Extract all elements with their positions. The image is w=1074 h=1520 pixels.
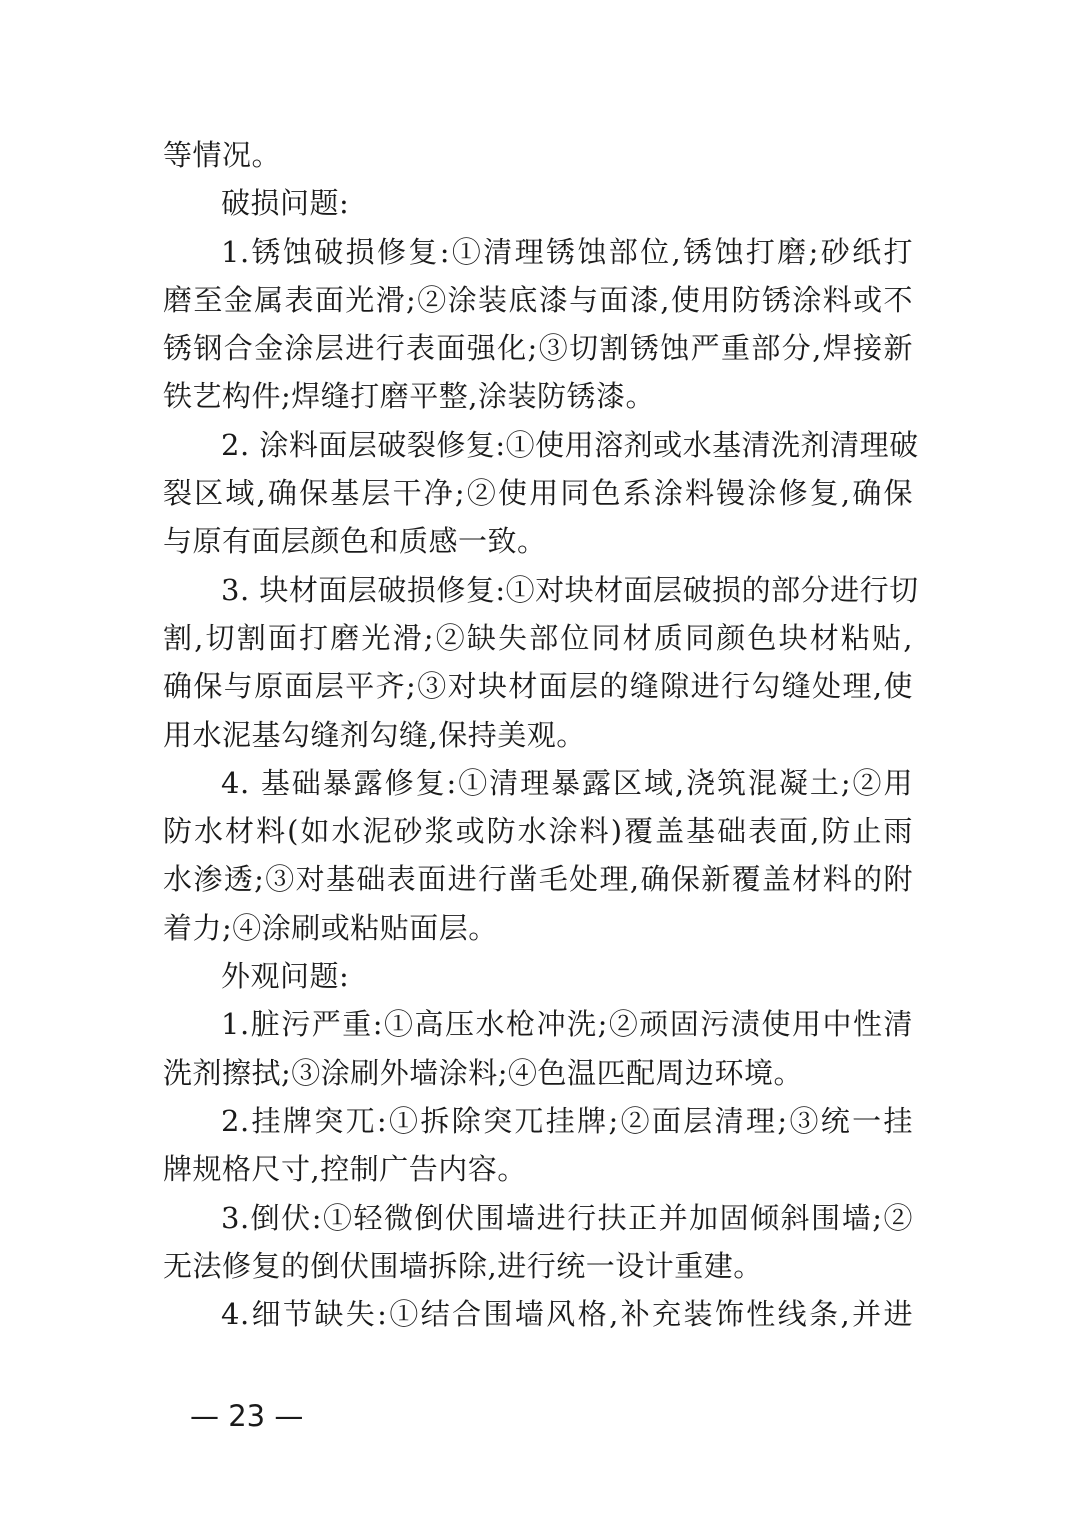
text-line: 锈钢合金涂层进行表面强化;③切割锈蚀严重部分,焊接新 <box>163 331 913 366</box>
text-line: 洗剂擦拭;③涂刷外墙涂料;④色温匹配周边环境。 <box>163 1055 804 1090</box>
text-line: 与原有面层颜色和质感一致。 <box>163 524 547 559</box>
text-line: 4.细节缺失:①结合围墙风格,补充装饰性线条,并进 <box>221 1297 913 1332</box>
text-line: 确保与原面层平齐;③对块材面层的缝隙进行勾缝处理,使 <box>163 669 913 704</box>
text-line: 3.倒伏:①轻微倒伏围墙进行扶正并加固倾斜围墙;② <box>221 1200 913 1235</box>
text-line: 牌规格尺寸,控制广告内容。 <box>163 1152 527 1187</box>
page-number: — 23 — <box>190 1399 304 1433</box>
text-line: 2. 涂料面层破裂修复:①使用溶剂或水基清洗剂清理破 <box>221 427 919 462</box>
text-line: 3. 块材面层破损修复:①对块材面层破损的部分进行切 <box>221 572 919 607</box>
text-line: 裂区域,确保基层干净;②使用同色系涂料镘涂修复,确保 <box>163 476 913 511</box>
text-line: 等情况。 <box>163 138 282 172</box>
text-line: 2.挂牌突兀:①拆除突兀挂牌;②面层清理;③统一挂 <box>221 1103 913 1138</box>
text-line: 铁艺构件;焊缝打磨平整,涂装防锈漆。 <box>163 379 655 414</box>
text-line: 着力;④涂刷或粘贴面层。 <box>163 910 498 945</box>
text-line: 1.锈蚀破损修复:①清理锈蚀部位,锈蚀打磨;砂纸打 <box>221 234 913 269</box>
text-line: 1.脏污严重:①高压水枪冲洗;②顽固污渍使用中性清 <box>221 1007 913 1042</box>
text-line: 用水泥基勾缝剂勾缝,保持美观。 <box>163 717 586 752</box>
text-line: 磨至金属表面光滑;②涂装底漆与面漆,使用防锈涂料或不 <box>163 282 913 317</box>
text-line: 水渗透;③对基础表面进行凿毛处理,确保新覆盖材料的附 <box>163 862 913 897</box>
text-line: 割,切割面打磨光滑;②缺失部位同材质同颜色块材粘贴, <box>163 620 913 655</box>
text-line: 4. 基础暴露修复:①清理暴露区域,浇筑混凝土;②用 <box>221 765 913 800</box>
document-body <box>163 131 919 1338</box>
section-heading-damage: 破损问题: <box>221 186 350 221</box>
text-line: 无法修复的倒伏围墙拆除,进行统一设计重建。 <box>163 1248 763 1283</box>
text-line: 防水材料(如水泥砂浆或防水涂料)覆盖基础表面,防止雨 <box>163 814 913 849</box>
section-heading-appearance: 外观问题: <box>221 959 350 994</box>
